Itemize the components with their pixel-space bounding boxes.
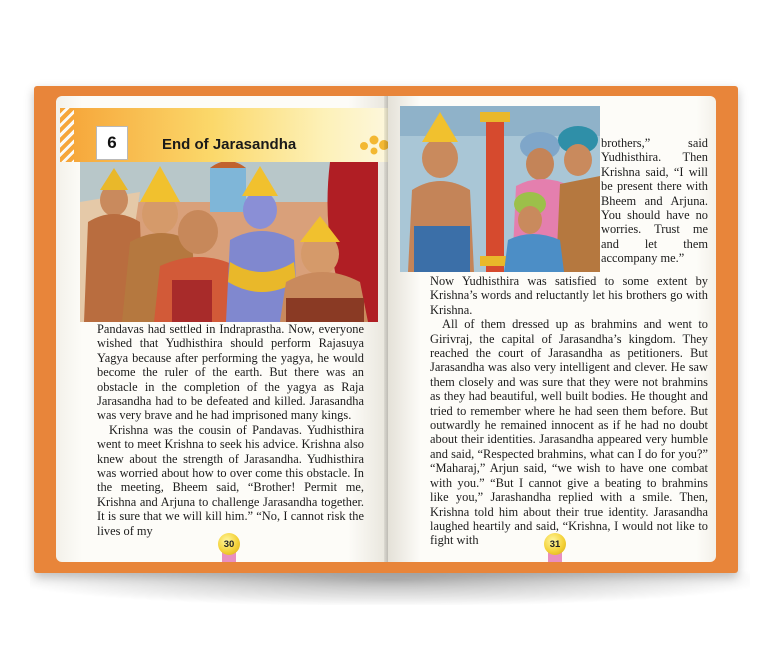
brahmins-scene-illustration (400, 106, 600, 272)
court-scene-illustration (80, 162, 378, 322)
right-page (388, 96, 716, 562)
paragraph: brothers,” said Yudhisthira. Then Krishna said, “I will be present there with Bheem and Arjuna. You should have no worries. Trust me and let them accompany me.” (601, 136, 708, 266)
paragraph: Pandavas had settled in Indraprastha. Now, everyone wished that Yudhisthira should perform Rajasuya Yagya because after performing the yagya, he would become the ruler of the earth. But there was an obstacle in the completion of the yagya as Raja Jarasandha had to be defeated and killed. Jarasandha was very brave and he had imprisoned many kings. (97, 322, 364, 423)
paragraph: All of them dressed up as brahmins and went to Girivraj, the capital of Jarasandha’s kingdom. They reached the court of Jarasandha as petitioners. But Jarasandha was also very intelligent and clever. He saw them closely and was sure that they were not brahmins as they had beautiful, well built bodies. He thought and tried to remember where he had seen them before. But outwardly he remained innocent as if he had no doubt about their identities. Jarasandha appeared very humble and said, “Respected brahmins, what can I do for you?” “Maharaj,” Arjun said, “we wish to have one combat with you.” “But I cannot give a beating to brahmins like you,” Jarashandha replied with a smile. Then, Krishna told him about their true identity. Jarasandha laughed heartily and said, “Krishna, I would not like to fight with (430, 317, 708, 548)
banner-zigzag-edge (60, 108, 74, 162)
chapter-title: End of Jarasandha (162, 136, 297, 153)
chapter-banner (56, 108, 388, 162)
chapter-number: 6 (96, 126, 128, 160)
page-number: 31 (544, 533, 566, 555)
right-page-top-text (601, 136, 708, 266)
left-page (56, 96, 388, 562)
left-page-body (97, 322, 364, 538)
page-number: 30 (218, 533, 240, 555)
right-page-body (430, 274, 708, 548)
paragraph: Krishna was the cousin of Pandavas. Yudhisthira went to meet Krishna to seek his advice. Krishna also knew about the strength of Jarasandha. Yudhisthira was worried about how to over come this obstacle. In the meeting, Bheem said, “Brother! Permit me, Krishna and Arjuna to challenge Jarasandha together. It is sure that we will kill him.” “No, I cannot risk the lives of my (97, 422, 364, 538)
paragraph: Now Yudhisthira was satisfied to some extent by Krishna’s words and reluctantly let his brothers go with Krishna. (430, 274, 708, 317)
